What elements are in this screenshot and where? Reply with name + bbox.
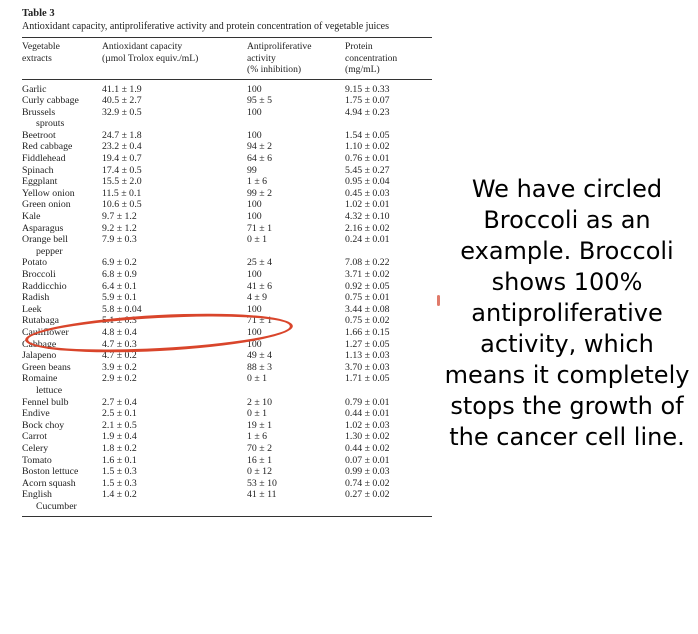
table-row	[22, 478, 432, 490]
vegetable-name	[22, 269, 102, 281]
vegetable-name-text: Romaine	[22, 373, 58, 385]
vegetable-name-text: Acorn squash	[22, 477, 76, 489]
table-row	[22, 397, 432, 409]
protein-value: 0.79 ± 0.01	[345, 396, 390, 408]
vegetable-name-text: Curly cabbage	[22, 95, 79, 107]
vegetable-name-text: Potato	[22, 257, 48, 269]
vegetable-name-text: Boston lettuce	[22, 466, 79, 478]
protein-value: 1.71 ± 0.05	[345, 373, 390, 385]
protein-value: 9.15 ± 0.33	[345, 83, 390, 95]
antioxidant-value: 6.9 ± 0.2	[102, 257, 137, 269]
protein-value: 3.71 ± 0.02	[345, 269, 390, 280]
protein-value: 0.74 ± 0.02	[345, 477, 390, 489]
table-row	[22, 141, 432, 153]
antiproliferative-value: 71 ± 1	[247, 222, 272, 234]
protein-value: 0.92 ± 0.05	[345, 280, 390, 292]
antiproliferative-value: 16 ± 1	[247, 454, 272, 466]
antioxidant-value: 5.1 ± 0.3	[102, 315, 137, 327]
protein-value: 0.75 ± 0.02	[345, 315, 390, 327]
antioxidant-value: 2.7 ± 0.4	[102, 396, 137, 408]
vegetable-name-text: Radish	[22, 292, 50, 304]
protein-value: 0.95 ± 0.04	[345, 176, 390, 188]
vegetable-name-text: Cabbage	[22, 338, 57, 350]
protein-value: 1.27 ± 0.05	[345, 338, 390, 350]
table-row	[22, 165, 432, 177]
antioxidant-value: 32.9 ± 0.5	[102, 106, 142, 118]
antiproliferative-value: 99 ± 2	[247, 187, 272, 199]
vegetable-name	[22, 176, 102, 188]
antioxidant-value: 9.2 ± 1.2	[102, 222, 137, 234]
vegetable-name-continued: pepper	[36, 245, 63, 257]
antioxidant-value: 11.5 ± 0.1	[102, 187, 142, 199]
vegetable-name	[22, 95, 102, 107]
antiproliferative-value: 95 ± 5	[247, 95, 272, 107]
vegetable-name-text: Spinach	[22, 164, 54, 176]
antiproliferative-value: 2 ± 10	[247, 396, 272, 408]
vegetable-name-text: Cauliflower	[22, 326, 69, 338]
table-row	[22, 420, 432, 432]
antiproliferative-value: 25 ± 4	[247, 257, 272, 269]
antiproliferative-value: 64 ± 6	[247, 153, 272, 165]
table-row	[22, 234, 432, 257]
table-row	[22, 176, 432, 188]
antioxidant-value: 4.7 ± 0.3	[102, 338, 137, 350]
vegetable-name-text: Leek	[22, 303, 42, 315]
vegetable-name	[22, 304, 102, 316]
table-row	[22, 153, 432, 165]
vegetable-name-text: English	[22, 489, 52, 501]
annotation-text: We have circled Broccoli as an example. Broccoli shows 100% antiproliferative activity, which means it completely stops the growth of the cancer cell line.	[444, 175, 690, 451]
antiproliferative-value: 100	[247, 303, 262, 315]
vegetable-name-text: Tomato	[22, 454, 52, 466]
antioxidant-value: 3.9 ± 0.2	[102, 361, 137, 373]
antioxidant-value: 10.6 ± 0.5	[102, 199, 142, 211]
vegetable-name-continued: sprouts	[36, 118, 65, 130]
antioxidant-value: 1.5 ± 0.3	[102, 477, 137, 489]
vegetable-name	[22, 153, 102, 165]
antioxidant-value: 41.1 ± 1.9	[102, 83, 142, 95]
protein-value: 4.32 ± 0.10	[345, 211, 390, 223]
vegetable-name-text: Red cabbage	[22, 141, 73, 153]
protein-value: 0.99 ± 0.03	[345, 466, 390, 478]
vegetable-name	[22, 397, 102, 409]
header-vegetable-extracts: Vegetable extracts	[22, 41, 60, 64]
header-protein-concentration: Protein concentration (mg/mL)	[345, 41, 398, 75]
vegetable-name	[22, 489, 102, 512]
vegetable-name	[22, 408, 102, 420]
vegetable-name-text: Endive	[22, 408, 50, 420]
vegetable-name-text: Celery	[22, 442, 49, 454]
antioxidant-value: 15.5 ± 2.0	[102, 176, 142, 188]
protein-value: 0.45 ± 0.03	[345, 187, 390, 199]
antiproliferative-value: 100	[247, 83, 262, 95]
vegetable-name-text: Fiddlehead	[22, 153, 66, 165]
table-row	[22, 466, 432, 478]
vegetable-name-text: Raddicchio	[22, 280, 67, 292]
vegetable-name	[22, 141, 102, 153]
vegetable-name-text: Broccoli	[22, 269, 56, 280]
antiproliferative-value: 100	[247, 199, 262, 211]
vegetable-name-text: Rutabaga	[22, 315, 59, 327]
vegetable-name-text: Yellow onion	[22, 187, 75, 199]
antiproliferative-value: 1 ± 6	[247, 431, 268, 443]
antiproliferative-value: 71 ± 1	[247, 315, 272, 327]
vegetable-name	[22, 211, 102, 223]
protein-value: 3.70 ± 0.03	[345, 361, 390, 373]
antiproliferative-value: 4 ± 9	[247, 292, 268, 304]
antioxidant-value: 2.9 ± 0.2	[102, 373, 137, 385]
vegetable-name	[22, 107, 102, 130]
vegetable-name	[22, 130, 102, 142]
table-row	[22, 211, 432, 223]
vegetable-name-text: Brussels	[22, 106, 56, 118]
table-row	[22, 373, 432, 396]
vegetable-name-text: Fennel bulb	[22, 396, 69, 408]
vegetable-name-text: Beetroot	[22, 129, 56, 141]
vegetable-name	[22, 420, 102, 432]
antiproliferative-value: 1 ± 6	[247, 176, 268, 188]
vegetable-name	[22, 199, 102, 211]
antioxidant-value: 4.8 ± 0.4	[102, 326, 137, 338]
antioxidant-value: 19.4 ± 0.7	[102, 153, 142, 165]
antiproliferative-value: 41 ± 6	[247, 280, 272, 292]
vegetable-name	[22, 466, 102, 478]
vegetable-name-text: Carrot	[22, 431, 48, 443]
vegetable-name	[22, 165, 102, 177]
header-antioxidant-capacity: Antioxidant capacity (µmol Trolox equiv./mL)	[102, 41, 199, 64]
vegetable-name-text: Green beans	[22, 361, 71, 373]
table-row	[22, 257, 432, 269]
antiproliferative-value: 99	[247, 164, 257, 176]
vegetable-name	[22, 455, 102, 467]
protein-value: 1.30 ± 0.02	[345, 431, 390, 443]
vegetable-name	[22, 362, 102, 374]
antiproliferative-value: 0 ± 12	[247, 466, 272, 478]
protein-value: 0.07 ± 0.01	[345, 454, 390, 466]
vegetable-name	[22, 431, 102, 443]
antiproliferative-value: 0 ± 1	[247, 234, 268, 246]
protein-value: 5.45 ± 0.27	[345, 164, 390, 176]
vegetable-name	[22, 223, 102, 235]
antioxidant-value: 1.8 ± 0.2	[102, 442, 137, 454]
table-row	[22, 130, 432, 142]
antiproliferative-value: 0 ± 1	[247, 373, 268, 385]
protein-value: 0.44 ± 0.01	[345, 408, 390, 420]
vegetable-name-text: Kale	[22, 211, 41, 223]
protein-value: 1.02 ± 0.01	[345, 199, 390, 211]
vegetable-name-text: Bock choy	[22, 419, 65, 431]
table-row	[22, 199, 432, 211]
table-row	[22, 350, 432, 362]
antioxidant-value: 6.4 ± 0.1	[102, 280, 137, 292]
table-row	[22, 84, 432, 96]
table-row	[22, 107, 432, 130]
antiproliferative-value: 49 ± 4	[247, 350, 272, 362]
vegetable-name-text: Jalapeno	[22, 350, 57, 362]
antiproliferative-value: 41 ± 11	[247, 489, 277, 501]
protein-value: 0.76 ± 0.01	[345, 153, 390, 165]
table-bottom-rule	[22, 516, 432, 517]
table-row	[22, 95, 432, 107]
table-row	[22, 292, 432, 304]
antioxidant-value: 17.4 ± 0.5	[102, 164, 142, 176]
protein-value: 4.94 ± 0.23	[345, 106, 390, 118]
antioxidant-value: 1.6 ± 0.1	[102, 454, 137, 466]
vegetable-name	[22, 478, 102, 490]
vegetable-name	[22, 292, 102, 304]
protein-value: 1.02 ± 0.03	[345, 419, 390, 431]
table-row	[22, 455, 432, 467]
table-label: Table 3	[22, 8, 55, 19]
antioxidant-value: 4.7 ± 0.2	[102, 350, 137, 362]
antiproliferative-value: 100	[247, 129, 262, 141]
protein-value: 0.27 ± 0.02	[345, 489, 390, 501]
antiproliferative-value: 100	[247, 106, 262, 118]
protein-value: 0.24 ± 0.01	[345, 234, 390, 246]
antioxidant-value: 9.7 ± 1.2	[102, 211, 137, 223]
antioxidant-value: 6.8 ± 0.9	[102, 269, 137, 280]
antioxidant-value: 2.5 ± 0.1	[102, 408, 137, 420]
antiproliferative-value: 53 ± 10	[247, 477, 277, 489]
stray-pen-mark	[437, 295, 440, 306]
vegetable-name-text: Eggplant	[22, 176, 58, 188]
table-row	[22, 223, 432, 235]
protein-value: 1.75 ± 0.07	[345, 95, 390, 107]
vegetable-name	[22, 443, 102, 455]
antiproliferative-value: 100	[247, 326, 262, 338]
protein-value: 1.66 ± 0.15	[345, 326, 390, 338]
protein-value: 0.75 ± 0.01	[345, 292, 390, 304]
vegetable-name-continued: Cucumber	[36, 500, 77, 512]
table-row	[22, 408, 432, 420]
antiproliferative-value: 100	[247, 338, 262, 350]
antiproliferative-value: 19 ± 1	[247, 419, 272, 431]
antioxidant-value: 5.8 ± 0.04	[102, 303, 142, 315]
vegetable-name	[22, 234, 102, 257]
data-table	[22, 8, 432, 517]
antioxidant-value: 2.1 ± 0.5	[102, 419, 137, 431]
table-body	[22, 84, 432, 513]
table-row	[22, 362, 432, 374]
antioxidant-value: 1.9 ± 0.4	[102, 431, 137, 443]
antioxidant-value: 1.4 ± 0.2	[102, 489, 137, 501]
antioxidant-value: 23.2 ± 0.4	[102, 141, 142, 153]
vegetable-name	[22, 84, 102, 96]
antioxidant-value: 24.7 ± 1.8	[102, 129, 142, 141]
antioxidant-value: 1.5 ± 0.3	[102, 466, 137, 478]
vegetable-name	[22, 281, 102, 293]
table-header-row	[22, 38, 432, 76]
vegetable-name	[22, 188, 102, 200]
table-row	[22, 269, 432, 281]
protein-value: 2.16 ± 0.02	[345, 222, 390, 234]
vegetable-name-text: Asparagus	[22, 222, 64, 234]
table-caption: Antioxidant capacity, antiproliferative activity and protein concentration of vegetable juices	[22, 21, 389, 32]
vegetable-name	[22, 257, 102, 269]
table-row	[22, 431, 432, 443]
table-row	[22, 188, 432, 200]
antiproliferative-value: 88 ± 3	[247, 361, 272, 373]
protein-value: 1.13 ± 0.03	[345, 350, 390, 362]
antiproliferative-value: 94 ± 2	[247, 141, 272, 153]
protein-value: 0.44 ± 0.02	[345, 442, 390, 454]
protein-value: 1.54 ± 0.05	[345, 129, 390, 141]
vegetable-name	[22, 373, 102, 396]
vegetable-name-text: Orange bell	[22, 234, 68, 246]
antiproliferative-value: 70 ± 2	[247, 442, 272, 454]
antiproliferative-value: 0 ± 1	[247, 408, 268, 420]
table-row	[22, 489, 432, 512]
table-row	[22, 443, 432, 455]
antioxidant-value: 5.9 ± 0.1	[102, 292, 137, 304]
antioxidant-value: 40.5 ± 2.7	[102, 95, 142, 107]
vegetable-name-continued: lettuce	[36, 384, 63, 396]
table-row	[22, 281, 432, 293]
protein-value: 1.10 ± 0.02	[345, 141, 390, 153]
protein-value: 7.08 ± 0.22	[345, 257, 390, 269]
protein-value: 3.44 ± 0.08	[345, 303, 390, 315]
antiproliferative-value: 100	[247, 211, 262, 223]
antiproliferative-value: 100	[247, 269, 262, 280]
vegetable-name-text: Garlic	[22, 83, 47, 95]
vegetable-name-text: Green onion	[22, 199, 71, 211]
table-header-rule	[22, 79, 432, 80]
header-antiproliferative-activity: Antiproliferative activity (% inhibition)	[247, 41, 312, 75]
antioxidant-value: 7.9 ± 0.3	[102, 234, 137, 246]
